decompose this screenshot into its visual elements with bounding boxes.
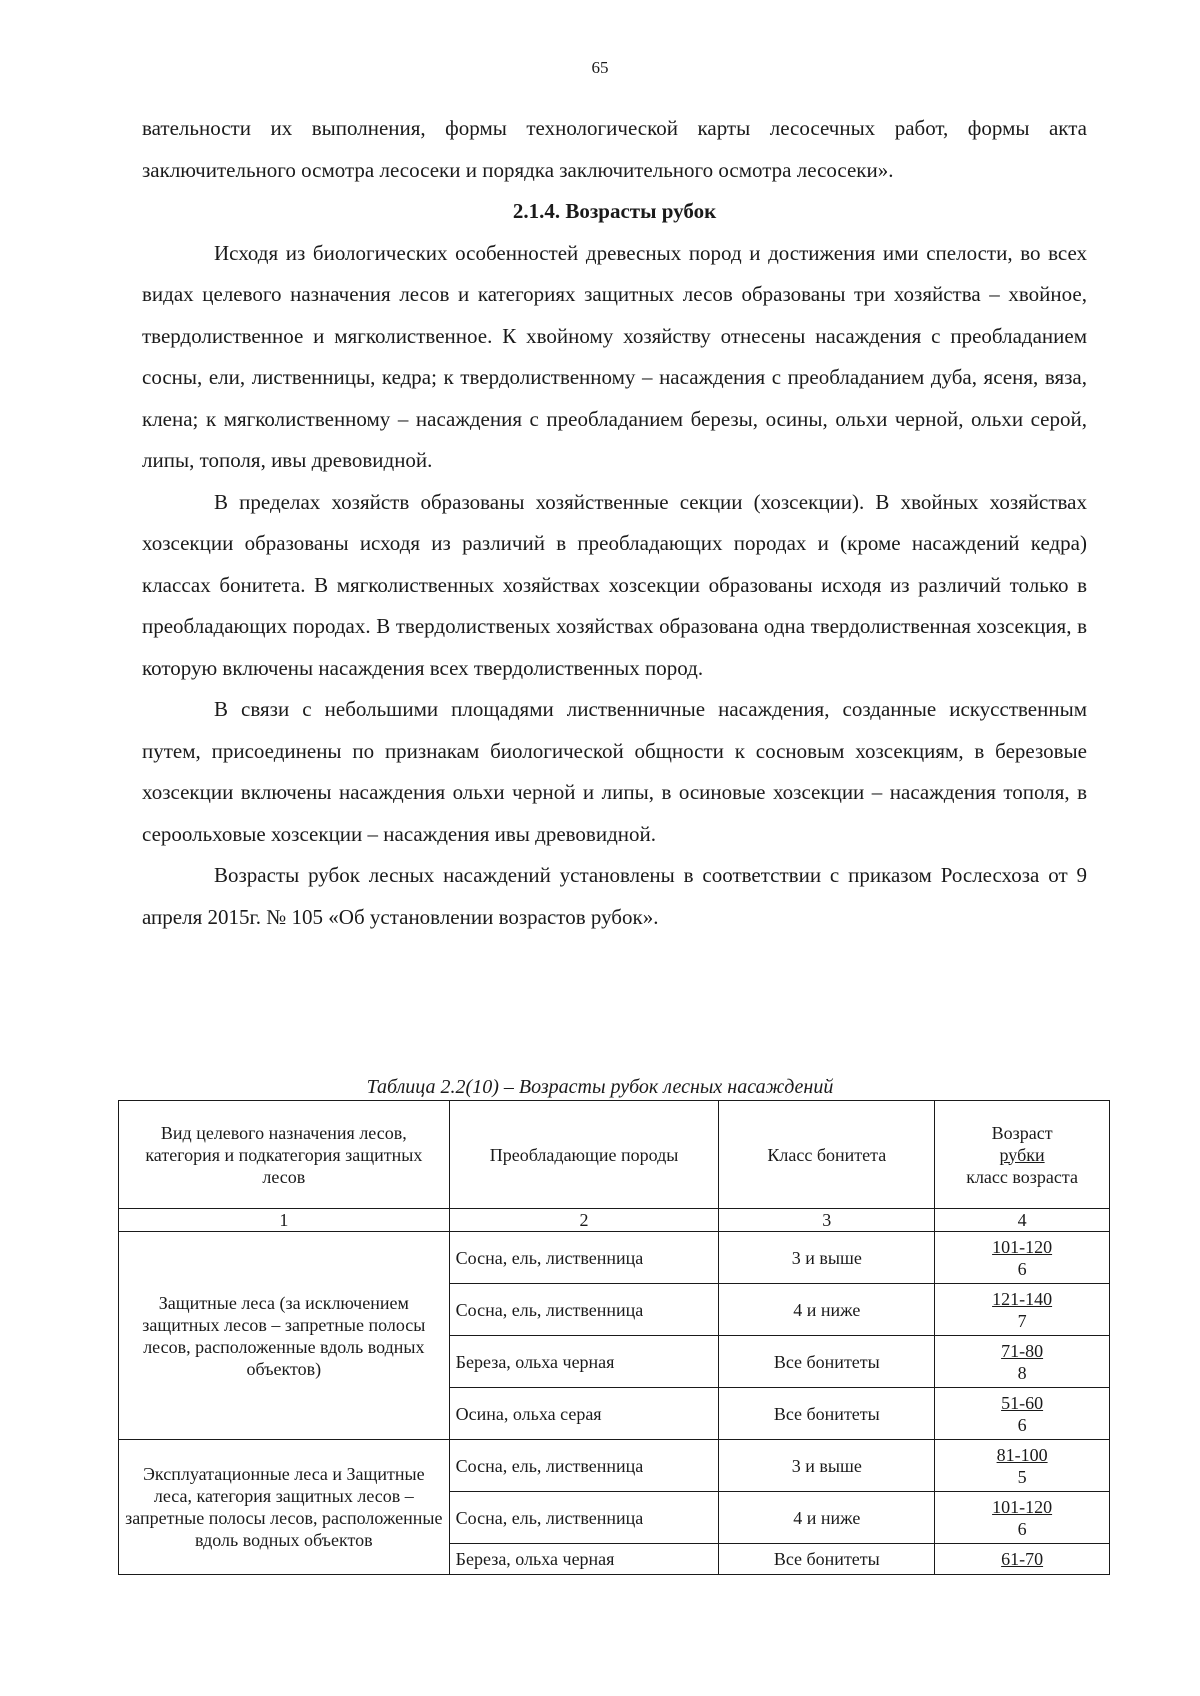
group-category: Эксплуатационные леса и Защитные леса, категория защитных лесов – запретные полосы лесов, расположенные вдоль водных объектов bbox=[119, 1440, 450, 1575]
column-number-row bbox=[119, 1209, 1110, 1232]
continuation-paragraph: вательности их выполнения, формы технологической карты лесосечных работ, формы акта заключительного осмотра лесосеки и порядка заключительного осмотра лесосеки». bbox=[142, 116, 1087, 182]
group-category: Защитные леса (за исключением защитных лесов – запретные полосы лесов, расположенные вдоль водных объектов) bbox=[119, 1232, 450, 1440]
header-cutting-age bbox=[935, 1101, 1110, 1209]
column-number: 3 bbox=[719, 1209, 935, 1232]
age-range: 121-140 bbox=[992, 1288, 1053, 1309]
bonitet-cell: 3 и выше bbox=[719, 1232, 935, 1284]
age-range: 51-60 bbox=[1001, 1392, 1044, 1413]
age-range: 81-100 bbox=[996, 1444, 1048, 1465]
bonitet-cell: Все бонитеты bbox=[719, 1388, 935, 1440]
bonitet-cell: Все бонитеты bbox=[719, 1336, 935, 1388]
species-cell: Береза, ольха черная bbox=[449, 1336, 719, 1388]
age-cell bbox=[935, 1492, 1110, 1544]
header-species: Преобладающие породы bbox=[449, 1101, 719, 1209]
header-age-line3: класс возраста bbox=[966, 1166, 1078, 1187]
table-row bbox=[119, 1232, 1110, 1284]
age-class: 7 bbox=[1017, 1310, 1027, 1331]
age-range: 61-70 bbox=[1001, 1549, 1044, 1569]
column-number: 2 bbox=[449, 1209, 719, 1232]
age-class: 6 bbox=[1017, 1258, 1027, 1279]
age-cell bbox=[935, 1388, 1110, 1440]
species-cell: Сосна, ель, лиственница bbox=[449, 1440, 719, 1492]
paragraph-2: В пределах хозяйств образованы хозяйственные секции (хозсекции). В хвойных хозяйствах хозсекции образованы исходя из различий в преобладающих породах и (кроме насаждений кедра) классах бонитета. В мягколиственных хозяйствах хозсекции образованы исходя из различий только в преобладающих породах. В твердолиственых хозяйствах образована одна твердолиственная хозсекция, в которую включены насаждения всех твердолиственных пород. bbox=[142, 489, 1087, 680]
paragraph-1: Исходя из биологических особенностей древесных пород и достижения ими спелости, во всех видах целевого назначения лесов и категориях защитных лесов образованы три хозяйства – хвойное, твердолиственное и мягколиственное. К хвойному хозяйству отнесены насаждения с преобладанием сосны, ели, лиственницы, кедра; к твердолиственному – насаждения с преобладанием дуба, ясеня, вяза, клена; к мягколиственному – насаждения с преобладанием березы, осины, ольхи черной, ольхи серой, липы, тополя, ивы древовидной. bbox=[142, 240, 1087, 472]
column-number: 1 bbox=[119, 1209, 450, 1232]
age-class: 6 bbox=[1017, 1518, 1027, 1539]
header-bonitet: Класс бонитета bbox=[719, 1101, 935, 1209]
species-cell: Осина, ольха серая bbox=[449, 1388, 719, 1440]
age-cell bbox=[935, 1440, 1110, 1492]
header-age-line2: рубки bbox=[999, 1144, 1045, 1165]
bonitet-cell: 4 и ниже bbox=[719, 1492, 935, 1544]
species-cell: Береза, ольха черная bbox=[449, 1544, 719, 1575]
species-cell: Сосна, ель, лиственница bbox=[449, 1232, 719, 1284]
age-class: 6 bbox=[1017, 1414, 1027, 1435]
bonitet-cell: 4 и ниже bbox=[719, 1284, 935, 1336]
age-range: 101-120 bbox=[992, 1236, 1053, 1257]
cutting-age-table bbox=[118, 1100, 1110, 1575]
age-class: 5 bbox=[1017, 1466, 1027, 1487]
species-cell: Сосна, ель, лиственница bbox=[449, 1284, 719, 1336]
paragraph-3: В связи с небольшими площадями лиственничные насаждения, созданные искусственным путем, присоединены по признакам биологической общности к сосновым хозсекциям, в березовые хозсекции включены насаждения ольхи черной и липы, в осиновые хозсекции – насаждения тополя, в сероольховые хозсекции – насаждения ивы древовидной. bbox=[142, 697, 1087, 846]
bonitet-cell: Все бонитеты bbox=[719, 1544, 935, 1575]
age-class: 8 bbox=[1017, 1362, 1027, 1383]
page-number: 65 bbox=[591, 58, 609, 77]
section-heading: 2.1.4. Возрасты рубок bbox=[512, 199, 717, 223]
column-number: 4 bbox=[935, 1209, 1110, 1232]
age-range: 71-80 bbox=[1001, 1340, 1044, 1361]
age-cell bbox=[935, 1232, 1110, 1284]
header-age-line1: Возраст bbox=[991, 1122, 1053, 1143]
species-cell: Сосна, ель, лиственница bbox=[449, 1492, 719, 1544]
age-range: 101-120 bbox=[992, 1496, 1053, 1517]
age-cell bbox=[935, 1544, 1110, 1575]
bonitet-cell: 3 и выше bbox=[719, 1440, 935, 1492]
table-caption: Таблица 2.2(10) – Возрасты рубок лесных насаждений bbox=[366, 1076, 834, 1098]
header-purpose: Вид целевого назначения лесов, категория и подкатегория защитных лесов bbox=[119, 1101, 450, 1209]
table-header-row bbox=[119, 1101, 1110, 1209]
table-row bbox=[119, 1440, 1110, 1492]
age-cell bbox=[935, 1336, 1110, 1388]
body-text bbox=[142, 108, 1087, 938]
paragraph-4: Возрасты рубок лесных насаждений установлены в соответствии с приказом Рослесхоза от 9 апреля 2015г. № 105 «Об установлении возрастов рубок». bbox=[142, 863, 1087, 929]
age-cell bbox=[935, 1284, 1110, 1336]
